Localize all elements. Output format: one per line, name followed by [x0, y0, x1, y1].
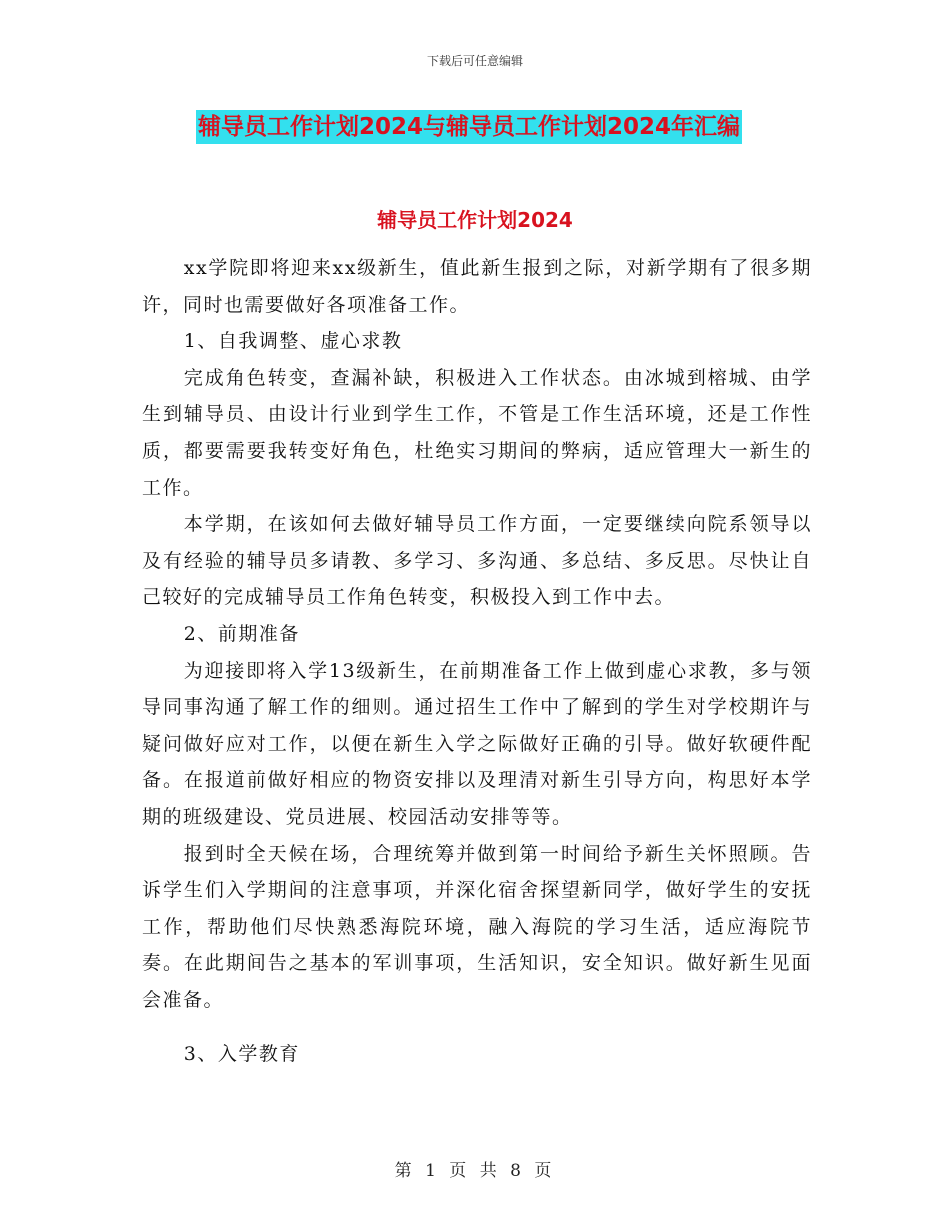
page-header-note: 下载后可任意编辑	[426, 54, 523, 68]
heading-preparation: 2、前期准备	[183, 622, 300, 645]
page-footer: 第 1 页 共 8 页	[394, 1161, 556, 1181]
paragraph-welcome-freshmen: 为迎接即将入学13级新生，在前期准备工作上做到虚心求教，多与领导同事沟通了解工作的细则。通过招生工作中了解到的学生对学校期许与疑问做好应对工作，以便在新生入学之际做好正确的引导。做好软硬件配备。在报道前做好相应的物资安排以及理清对新生引导方向，构思好本学期的班级建设、党员进展、校园活动安排等等。	[142, 659, 812, 828]
paragraph-intro: xx学院即将迎来xx级新生，值此新生报到之际，对新学期有了很多期许，同时也需要做好各项准备工作。	[142, 257, 812, 316]
paragraph-this-semester: 本学期，在该如何去做好辅导员工作方面，一定要继续向院系领导以及有经验的辅导员多请教、多学习、多沟通、多总结、多反思。尽快让自己较好的完成辅导员工作角色转变，积极投入到工作中去。	[142, 513, 812, 609]
heading-orientation: 3、入学教育	[183, 1043, 300, 1066]
document-body	[142, 250, 812, 1073]
paragraph-role-change: 完成角色转变，查漏补缺，积极进入工作状态。由冰城到榕城、由学生到辅导员、由设计行业到学生工作，不管是工作生活环境，还是工作性质，都要需要我转变好角色，杜绝实习期间的弊病，适应管理大一新生的工作。	[142, 366, 812, 499]
paragraph-registration: 报到时全天候在场，合理统筹并做到第一时间给予新生关怀照顾。告诉学生们入学期间的注意事项，并深化宿舍探望新同学，做好学生的安抚工作，帮助他们尽快熟悉海院环境，融入海院的学习生活，适应海院节奏。在此期间告之基本的军训事项，生活知识，安全知识。做好新生见面会准备。	[142, 842, 812, 1011]
document-title: 辅导员工作计划2024与辅导员工作计划2024年汇编	[196, 110, 742, 144]
heading-self-adjustment: 1、自我调整、虚心求教	[183, 330, 403, 353]
section-title: 辅导员工作计划2024	[377, 208, 573, 232]
